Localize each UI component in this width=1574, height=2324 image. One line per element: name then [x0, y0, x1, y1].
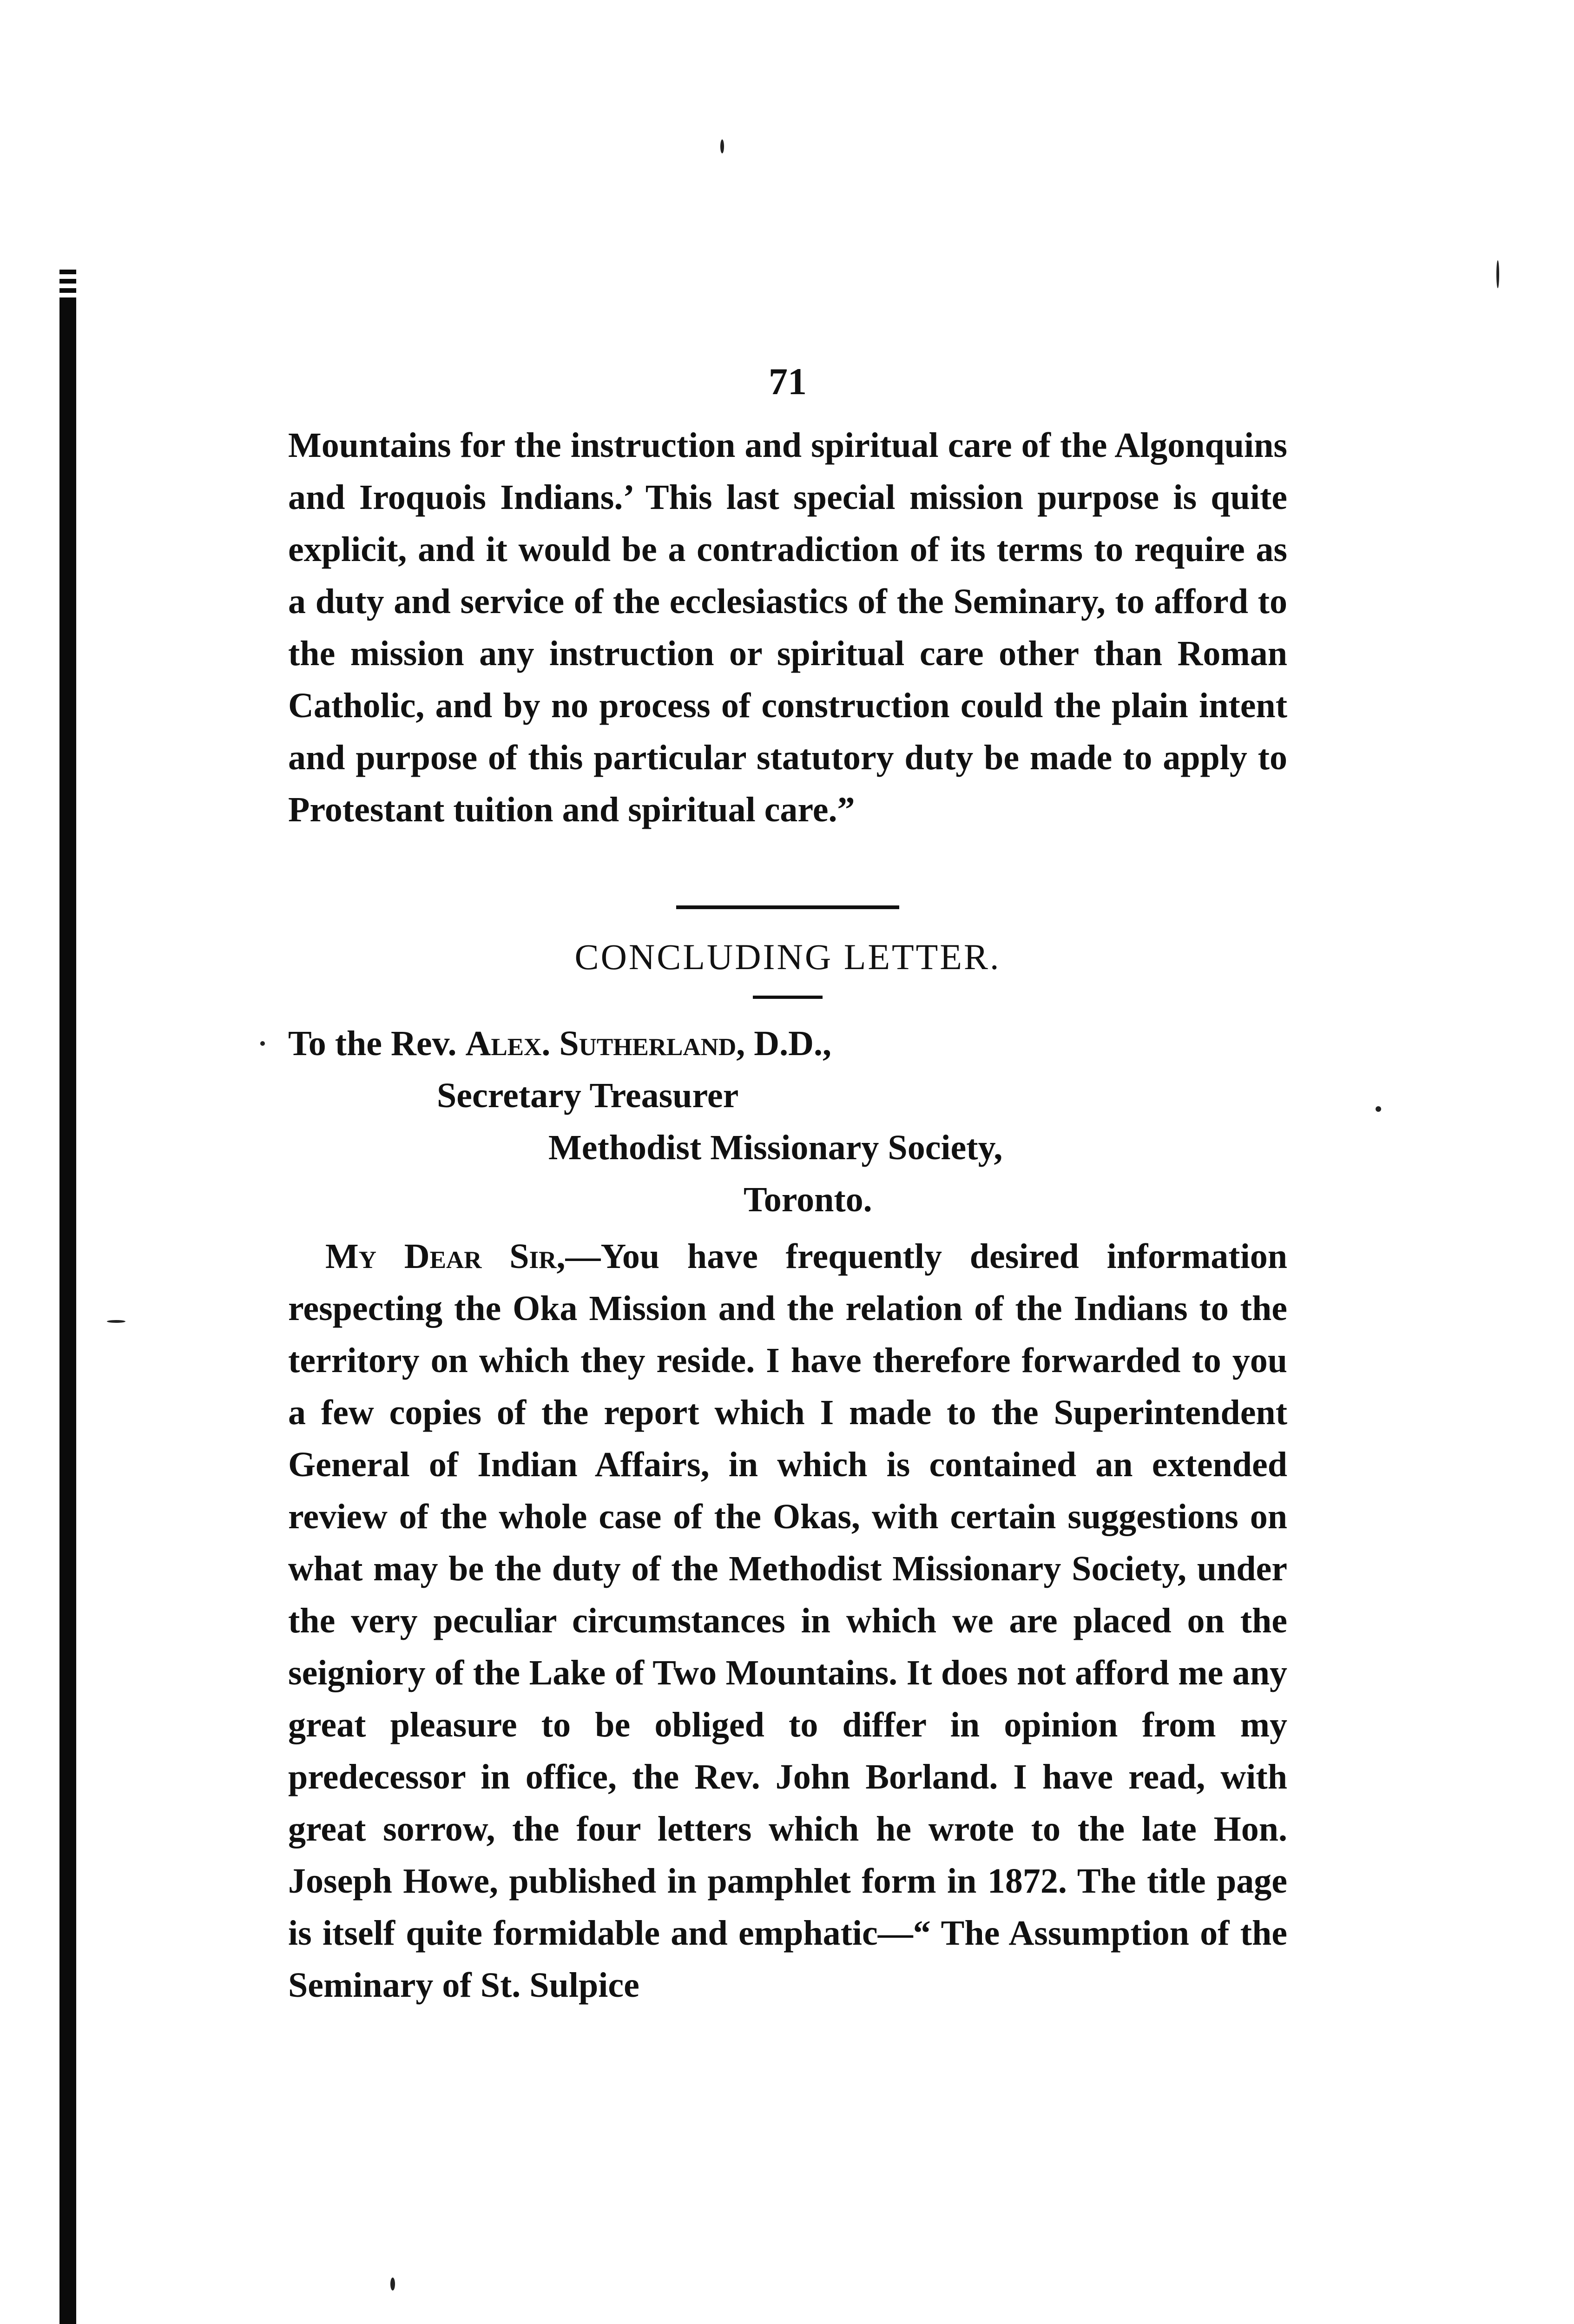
letter-address: [288, 1017, 1287, 1226]
address-line-2: Secretary Treasurer: [437, 1076, 739, 1115]
salutation: My Dear Sir: [325, 1236, 557, 1276]
address-line-1: [288, 1017, 1287, 1070]
address-prefix: To the Rev.: [288, 1023, 466, 1063]
letter-body: [288, 1230, 1287, 2011]
scan-speck: [1496, 260, 1499, 288]
section-heading: CONCLUDING LETTER.: [574, 937, 1001, 977]
address-line-3: Methodist Missionary Society,: [548, 1128, 1003, 1167]
scan-speck: [260, 1041, 265, 1046]
address-line-4: Toronto.: [744, 1180, 872, 1219]
scan-speck: [107, 1320, 125, 1323]
recipient-name: Alex. Sutherland: [465, 1023, 737, 1063]
binding-mark: [59, 288, 76, 293]
letter-text: ,—You have frequently desired information respecting the Oka Mission and the relation of the Indians to the territory on which they reside. I have therefore forwarded to you a few copies of the report which I made to the Superintendent General of Indian Affairs, in which is contained an extended review of the whole case of the Okas, with certain suggestions on what may be the duty of the Methodist Missionary Society, under the very peculiar circumstances in which we are placed on the seigniory of the Lake of Two Mountains. It does not afford me any great pleasure to be obliged to differ in opinion from my predecessor in office, the Rev. John Borland. I have read, with great sorrow, the four letters which he wrote to the late Hon. Joseph Howe, published in pamphlet form in 1872. The title page is itself quite formidable and emphatic—“ The Assumption of the Seminary of St. Sulpice: [288, 1236, 1287, 2005]
scan-speck: [390, 2278, 395, 2291]
heading-underline: [753, 996, 823, 999]
binding-mark: [59, 270, 76, 274]
scan-speck: [1376, 1106, 1381, 1112]
opening-paragraph: Mountains for the instruction and spiritual care of the Algonquins and Iroquois Indians.’ This last special mission purpose is quite explicit, and it would be a contradiction of its terms to require as a duty and service of the ecclesiastics of the Seminary, to afford to the mission any instruction or spiritual care other than Roman Catholic, and by no process of construction could the plain intent and purpose of this particular statutory duty be made to apply to Protestant tuition and spiritual care.”: [288, 426, 1287, 829]
scan-speck: [720, 139, 724, 153]
section-divider: [676, 905, 899, 909]
binding-mark: [59, 279, 76, 284]
page-binding-edge: [59, 297, 76, 2324]
page-number: 71: [769, 360, 807, 403]
recipient-degree: , D.D.,: [736, 1023, 832, 1063]
book-page: [288, 360, 1287, 2011]
